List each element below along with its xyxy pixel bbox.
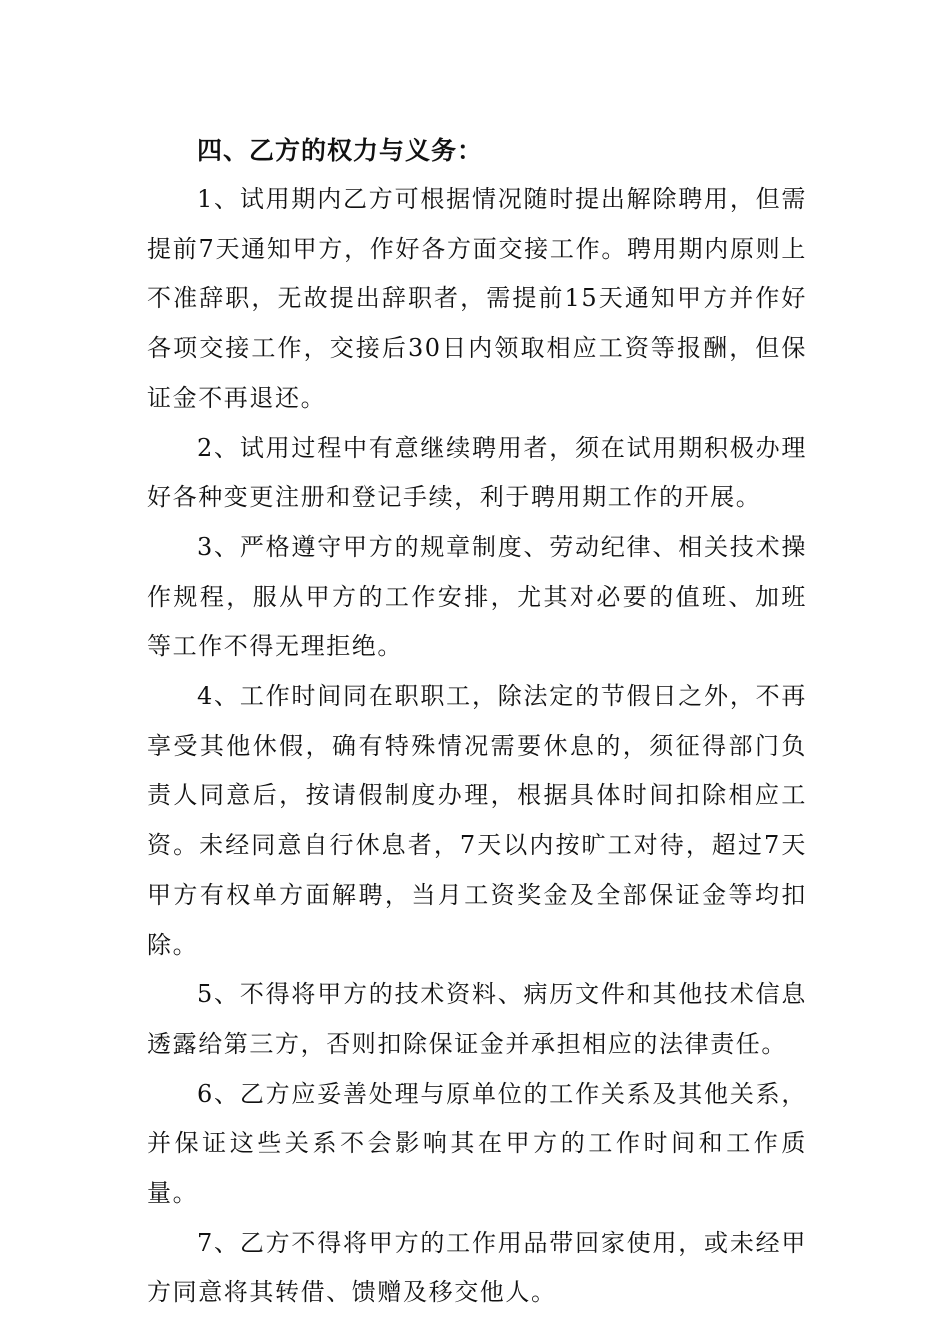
clause-4: 4、工作时间同在职职工，除法定的节假日之外，不再享受其他休假，确有特殊情况需要休息的，须征得部门负责人同意后，按请假制度办理，根据具体时间扣除相应工资。未经同意自行休息者，7天以内按旷工对待，超过7天甲方有权单方面解聘，当月工资奖金及全部保证金等均扣除。 <box>147 682 807 959</box>
clause-1: 1、试用期内乙方可根据情况随时提出解除聘用，但需提前7天通知甲方，作好各方面交接工作。聘用期内原则上不准辞职，无故提出辞职者，需提前15天通知甲方并作好各项交接工作，交接后30日内领取相应工资等报酬，但保证金不再退还。 <box>147 185 807 412</box>
section-heading: 四、乙方的权力与义务： <box>197 136 484 165</box>
clause-5: 5、不得将甲方的技术资料、病历文件和其他技术信息透露给第三方，否则扣除保证金并承担相应的法律责任。 <box>147 980 807 1058</box>
clause-3: 3、严格遵守甲方的规章制度、劳动纪律、相关技术操作规程，服从甲方的工作安排，尤其对必要的值班、加班等工作不得无理拒绝。 <box>147 532 807 661</box>
clause-2: 2、试用过程中有意继续聘用者，须在试用期积极办理好各种变更注册和登记手续，利于聘用期工作的开展。 <box>147 433 807 512</box>
document-page <box>147 126 807 1318</box>
clause-7: 7、乙方不得将甲方的工作用品带回家使用，或未经甲方同意将其转借、馈赠及移交他人。 <box>147 1228 807 1307</box>
clause-6: 6、乙方应妥善处理与原单位的工作关系及其他关系，并保证这些关系不会影响其在甲方的工作时间和工作质量。 <box>147 1079 807 1208</box>
